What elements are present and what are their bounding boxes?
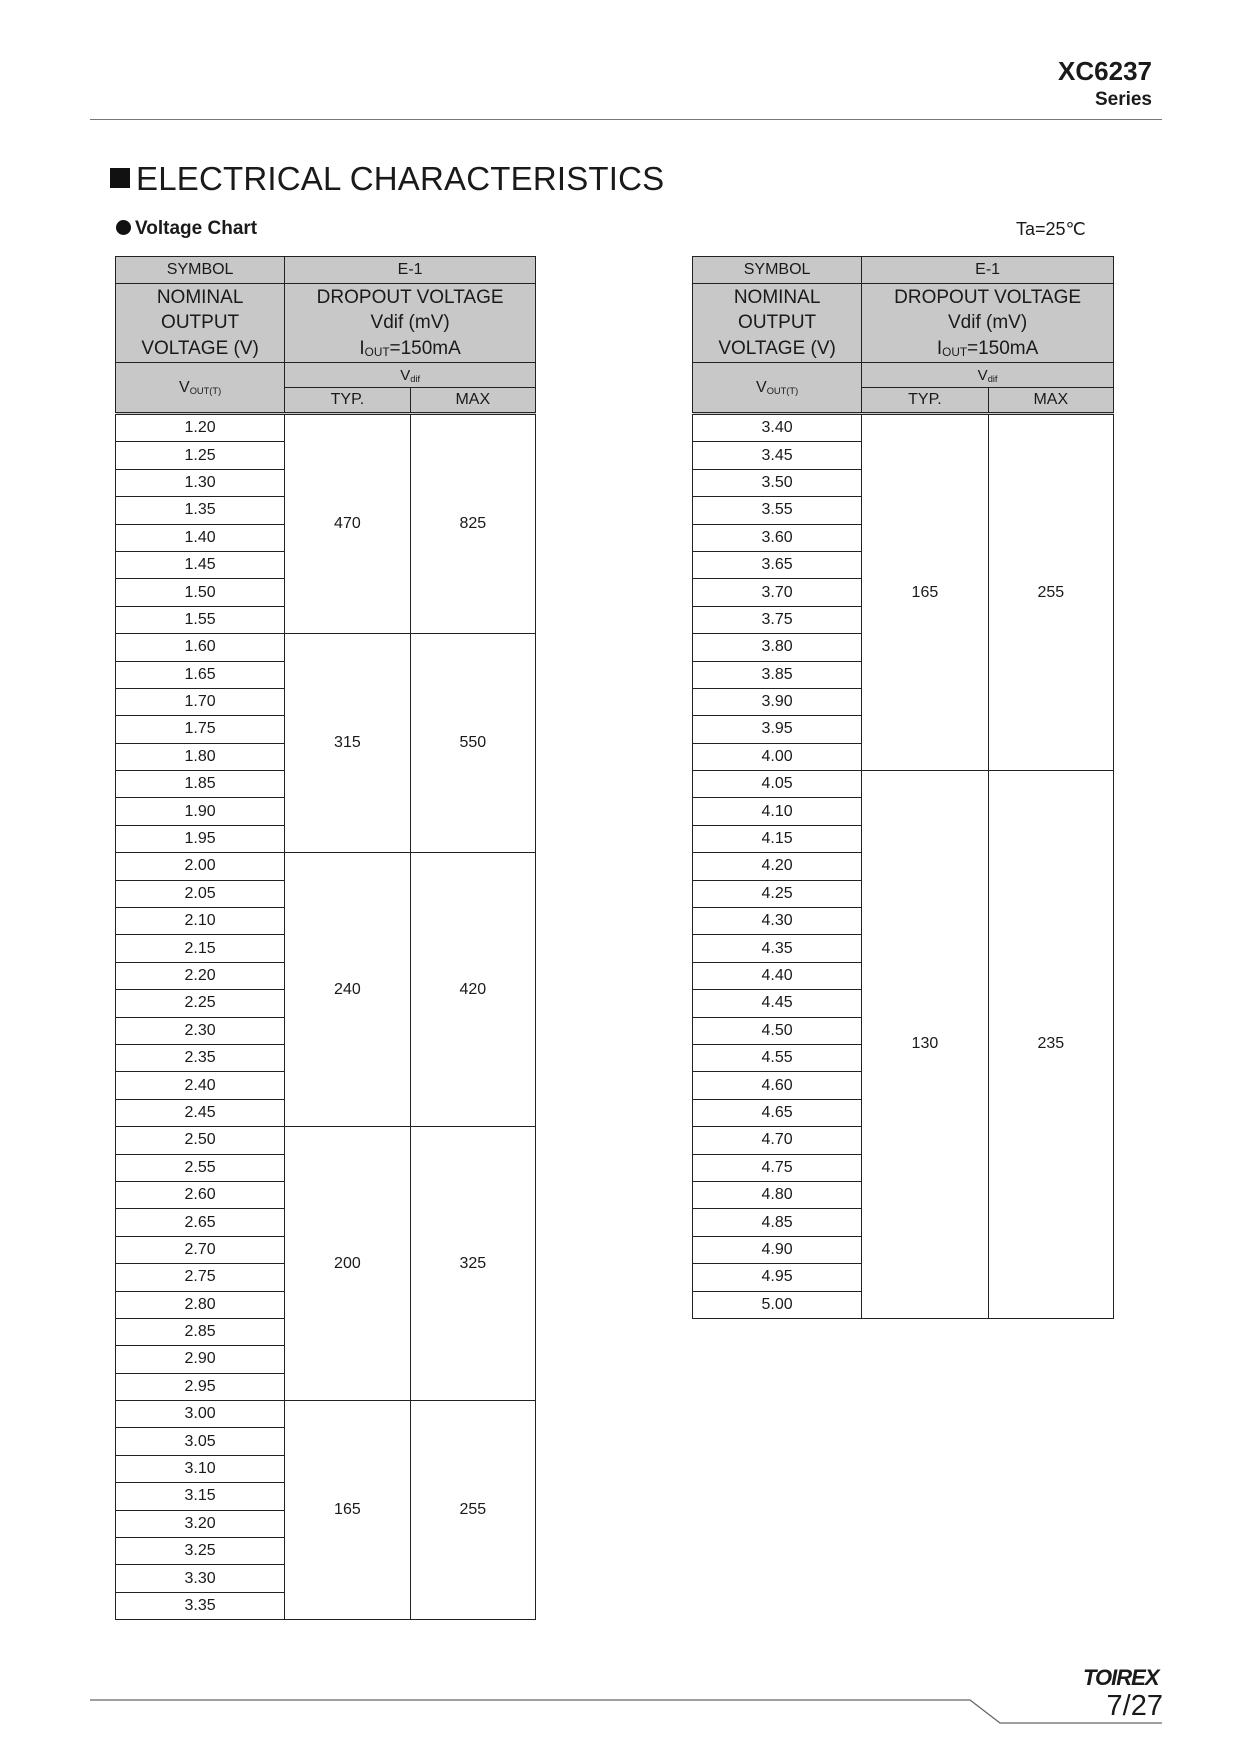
dropout-line2: Vdif (mV) — [370, 312, 450, 334]
max-value-cell: 235 — [988, 771, 1113, 1319]
nominal-voltage-cell: 1.25 — [116, 442, 285, 469]
symbol-label-cell: SYMBOL — [693, 257, 862, 284]
nominal-voltage-cell: 4.45 — [693, 990, 862, 1017]
nominal-voltage-cell: 2.10 — [116, 908, 285, 935]
nominal-voltage-cell: 4.10 — [693, 798, 862, 825]
max-value-cell: 550 — [410, 634, 535, 853]
series-label: Series — [1094, 89, 1152, 110]
subsection-title-text: Voltage Chart — [135, 218, 258, 239]
nominal-voltage-cell: 2.70 — [116, 1236, 285, 1263]
nominal-voltage-cell: 4.70 — [693, 1127, 862, 1154]
nominal-voltage-cell: 3.75 — [693, 606, 862, 633]
nominal-voltage-cell: 2.30 — [116, 1017, 285, 1044]
nominal-voltage-cell: 4.35 — [693, 935, 862, 962]
nominal-voltage-cell: 1.60 — [116, 634, 285, 661]
table-row — [693, 771, 1114, 798]
vout-header — [116, 363, 285, 414]
nominal-voltage-cell: 4.80 — [693, 1181, 862, 1208]
typ-value-cell: 165 — [862, 414, 988, 771]
nominal-voltage-cell: 3.65 — [693, 551, 862, 578]
max-value-cell: 420 — [410, 853, 535, 1127]
nominal-voltage-cell: 4.00 — [693, 743, 862, 770]
nominal-voltage-cell: 2.95 — [116, 1373, 285, 1400]
iout-condition — [359, 338, 460, 359]
nominal-voltage-cell: 3.90 — [693, 688, 862, 715]
nominal-voltage-cell: 4.30 — [693, 908, 862, 935]
table-row — [116, 414, 536, 442]
iout-suffix: =150mA — [389, 337, 461, 359]
vdif-header — [285, 363, 536, 388]
typ-value-cell: 130 — [862, 771, 988, 1319]
vout-main: V — [179, 378, 190, 396]
table-row — [116, 634, 536, 661]
typ-value-cell: 240 — [285, 853, 410, 1127]
dropout-line1: DROPOUT VOLTAGE — [894, 286, 1082, 308]
typ-header: TYP. — [862, 388, 988, 414]
nominal-voltage-cell: 4.90 — [693, 1236, 862, 1263]
nominal-voltage-cell: 3.25 — [116, 1538, 285, 1565]
nominal-line2: OUTPUT — [738, 312, 817, 334]
max-header: MAX — [410, 388, 535, 414]
nominal-voltage-cell: 3.50 — [693, 469, 862, 496]
vdif-main: V — [400, 366, 411, 384]
nominal-line1: NOMINAL — [733, 286, 821, 308]
nominal-line1: NOMINAL — [156, 286, 244, 308]
nominal-voltage-cell: 2.20 — [116, 962, 285, 989]
max-header: MAX — [988, 388, 1113, 414]
nominal-voltage-cell: 4.95 — [693, 1264, 862, 1291]
nominal-voltage-cell: 1.30 — [116, 469, 285, 496]
iout-prefix: I — [359, 337, 365, 359]
table-row — [116, 853, 536, 880]
subsection-title — [116, 218, 257, 240]
vout-sub: OUT(T) — [189, 385, 222, 396]
nominal-voltage-cell: 2.35 — [116, 1044, 285, 1071]
nominal-voltage-cell: 4.85 — [693, 1209, 862, 1236]
typ-value-cell: 470 — [285, 414, 410, 634]
nominal-voltage-cell: 1.50 — [116, 579, 285, 606]
vdif-header — [862, 363, 1114, 388]
nominal-voltage-cell: 4.20 — [693, 853, 862, 880]
nominal-voltage-cell: 1.35 — [116, 497, 285, 524]
voltage-chart-table-right — [692, 256, 1114, 1319]
page-number: 7/27 — [1106, 1690, 1163, 1722]
nominal-voltage-cell: 3.60 — [693, 524, 862, 551]
max-value-cell: 255 — [988, 414, 1113, 771]
nominal-voltage-cell: 3.35 — [116, 1592, 285, 1619]
table-row — [116, 1127, 536, 1154]
dropout-line1: DROPOUT VOLTAGE — [316, 286, 504, 308]
header-divider — [90, 119, 1162, 120]
voltage-rows-left — [116, 414, 536, 1620]
nominal-voltage-cell: 1.55 — [116, 606, 285, 633]
nominal-voltage-cell: 3.00 — [116, 1401, 285, 1428]
nominal-voltage-header — [116, 284, 285, 363]
nominal-voltage-cell: 2.05 — [116, 880, 285, 907]
dropout-voltage-header — [862, 284, 1114, 363]
typ-value-cell: 315 — [285, 634, 410, 853]
iout-condition — [937, 338, 1038, 359]
vout-main: V — [756, 378, 767, 396]
nominal-voltage-cell: 1.20 — [116, 414, 285, 442]
typ-value-cell: 200 — [285, 1127, 410, 1401]
nominal-voltage-cell: 3.10 — [116, 1455, 285, 1482]
nominal-voltage-cell: 4.25 — [693, 880, 862, 907]
table-row — [116, 1401, 536, 1428]
iout-suffix: =150mA — [967, 337, 1039, 359]
nominal-voltage-cell: 4.75 — [693, 1154, 862, 1181]
nominal-voltage-cell: 2.80 — [116, 1291, 285, 1318]
nominal-voltage-cell: 1.45 — [116, 551, 285, 578]
nominal-voltage-cell: 3.40 — [693, 414, 862, 442]
nominal-voltage-cell: 3.30 — [116, 1565, 285, 1592]
nominal-voltage-cell: 1.40 — [116, 524, 285, 551]
vdif-sub: dif — [410, 373, 421, 384]
max-value-cell: 255 — [410, 1401, 535, 1620]
nominal-voltage-cell: 3.45 — [693, 442, 862, 469]
nominal-voltage-cell: 2.85 — [116, 1318, 285, 1345]
nominal-voltage-cell: 2.25 — [116, 990, 285, 1017]
nominal-voltage-cell: 2.45 — [116, 1099, 285, 1126]
nominal-voltage-cell: 3.95 — [693, 716, 862, 743]
nominal-voltage-cell: 3.15 — [116, 1483, 285, 1510]
nominal-voltage-cell: 3.55 — [693, 497, 862, 524]
nominal-voltage-cell: 1.70 — [116, 688, 285, 715]
typ-header: TYP. — [285, 388, 410, 414]
dropout-voltage-header — [285, 284, 536, 363]
nominal-voltage-cell: 3.85 — [693, 661, 862, 688]
voltage-chart-table-left — [115, 256, 536, 1620]
nominal-voltage-cell: 1.95 — [116, 825, 285, 852]
nominal-voltage-cell: 4.50 — [693, 1017, 862, 1044]
nominal-line3: VOLTAGE (V) — [141, 337, 259, 359]
nominal-voltage-cell: 3.70 — [693, 579, 862, 606]
nominal-voltage-cell: 2.40 — [116, 1072, 285, 1099]
vdif-main: V — [977, 366, 988, 384]
nominal-voltage-cell: 1.65 — [116, 661, 285, 688]
nominal-voltage-cell: 3.05 — [116, 1428, 285, 1455]
vdif-sub: dif — [987, 373, 998, 384]
nominal-voltage-cell: 4.15 — [693, 825, 862, 852]
symbol-label-cell: SYMBOL — [116, 257, 285, 284]
nominal-voltage-cell: 1.75 — [116, 716, 285, 743]
nominal-voltage-cell: 4.40 — [693, 962, 862, 989]
nominal-voltage-cell: 2.55 — [116, 1154, 285, 1181]
nominal-voltage-cell: 1.90 — [116, 798, 285, 825]
dropout-line2: Vdif (mV) — [948, 312, 1028, 334]
nominal-voltage-cell: 2.00 — [116, 853, 285, 880]
square-bullet-icon — [110, 168, 130, 188]
nominal-voltage-cell: 2.15 — [116, 935, 285, 962]
brand-logo: TOIREX — [1083, 1665, 1159, 1690]
ambient-temperature-note: Ta=25℃ — [1016, 219, 1086, 239]
nominal-voltage-cell: 2.90 — [116, 1346, 285, 1373]
document-header — [1058, 58, 1152, 109]
circle-bullet-icon — [116, 220, 131, 235]
vout-sub: OUT(T) — [766, 385, 799, 396]
iout-prefix: I — [936, 337, 943, 359]
nominal-voltage-cell: 4.65 — [693, 1099, 862, 1126]
nominal-voltage-header — [693, 284, 862, 363]
nominal-voltage-cell: 1.80 — [116, 743, 285, 770]
nominal-voltage-cell: 4.60 — [693, 1072, 862, 1099]
max-value-cell: 825 — [410, 414, 535, 634]
iout-sub: OUT — [364, 345, 390, 359]
table-row — [693, 414, 1114, 442]
section-title — [110, 160, 664, 198]
iout-sub: OUT — [942, 345, 968, 359]
voltage-rows-right — [693, 414, 1114, 1319]
nominal-voltage-cell: 2.50 — [116, 1127, 285, 1154]
nominal-voltage-cell: 2.65 — [116, 1209, 285, 1236]
typ-value-cell: 165 — [285, 1401, 410, 1620]
nominal-voltage-cell: 4.55 — [693, 1044, 862, 1071]
nominal-line2: OUTPUT — [161, 312, 240, 334]
product-name: XC6237 — [1058, 56, 1152, 86]
max-value-cell: 325 — [410, 1127, 535, 1401]
section-title-text: ELECTRICAL CHARACTERISTICS — [136, 160, 665, 197]
nominal-voltage-cell: 1.85 — [116, 771, 285, 798]
vout-header — [693, 363, 862, 414]
nominal-voltage-cell: 3.80 — [693, 634, 862, 661]
nominal-line3: VOLTAGE (V) — [718, 337, 836, 359]
symbol-value-cell: E-1 — [862, 257, 1114, 284]
symbol-value-cell: E-1 — [285, 257, 536, 284]
nominal-voltage-cell: 4.05 — [693, 771, 862, 798]
nominal-voltage-cell: 3.20 — [116, 1510, 285, 1537]
nominal-voltage-cell: 5.00 — [693, 1291, 862, 1318]
nominal-voltage-cell: 2.60 — [116, 1181, 285, 1208]
nominal-voltage-cell: 2.75 — [116, 1264, 285, 1291]
